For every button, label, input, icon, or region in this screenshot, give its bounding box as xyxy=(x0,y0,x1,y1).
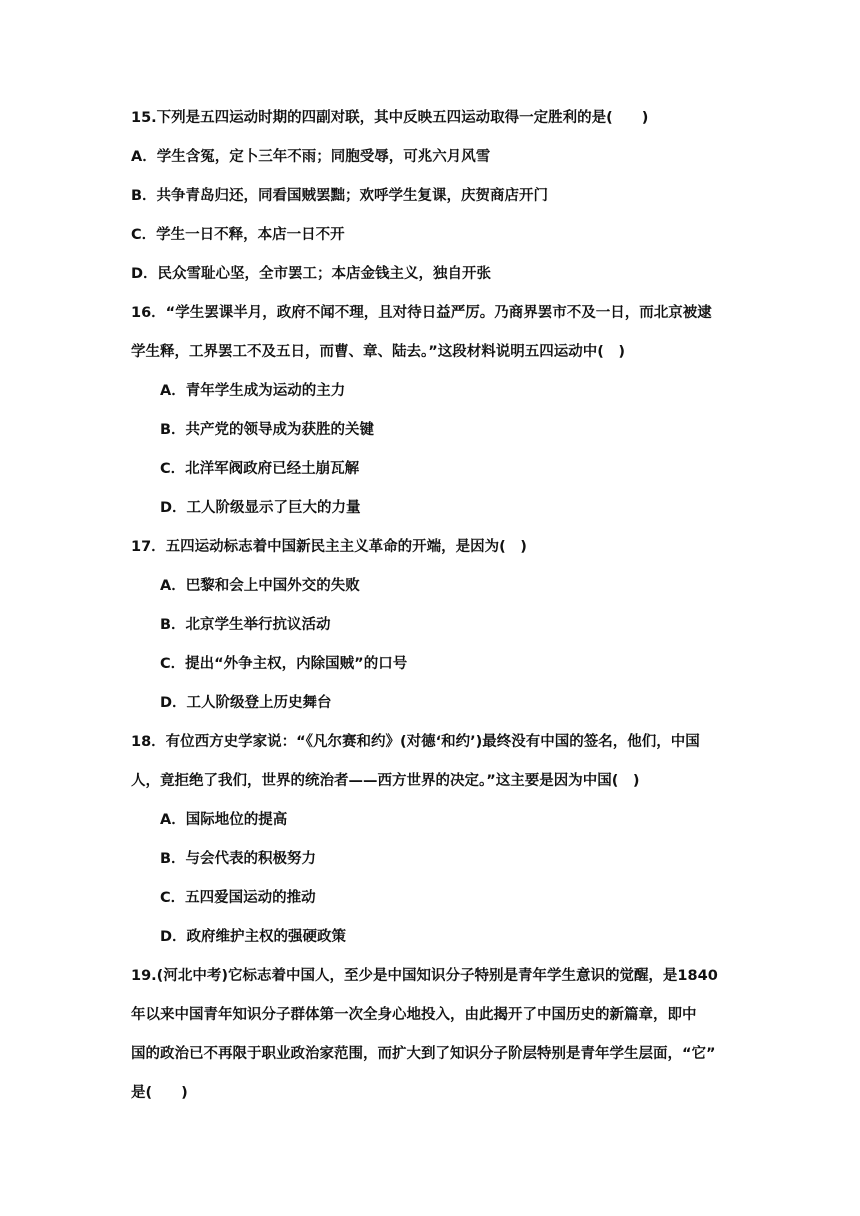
question-16-option-a: A．青年学生成为运动的主力 xyxy=(160,383,346,399)
question-19-stem-line1: 19.(河北中考)它标志着中国人，至少是中国知识分子特别是青年学生意识的觉醒，是1840 xyxy=(131,968,718,984)
question-15-option-c: C．学生一日不释，本店一日不开 xyxy=(131,227,345,243)
question-16-stem-line2: 学生释，工界罢工不及五日，而曹、章、陆去。”这段材料说明五四运动中( ) xyxy=(131,344,626,360)
question-15-option-a: A．学生含冤，定卜三年不雨；同胞受辱，可兆六月风雪 xyxy=(131,149,491,165)
question-17-option-c: C．提出“外争主权，内除国贼”的口号 xyxy=(160,656,408,672)
question-16-option-d: D．工人阶级显示了巨大的力量 xyxy=(160,500,361,516)
question-18-option-a: A．国际地位的提高 xyxy=(160,812,288,828)
question-18-option-c: C．五四爱国运动的推动 xyxy=(160,890,316,906)
question-17-option-b: B．北京学生举行抗议活动 xyxy=(160,617,331,633)
question-17-stem: 17．五四运动标志着中国新民主主义革命的开端，是因为( ) xyxy=(131,539,527,555)
question-15-option-d: D．民众雪耻心坚，全市罢工；本店金钱主义，独自开张 xyxy=(131,266,492,282)
question-19-stem-line2: 年以来中国青年知识分子群体第一次全身心地投入，由此揭开了中国历史的新篇章，即中 xyxy=(131,1007,697,1023)
question-18-option-d: D．政府维护主权的强硬政策 xyxy=(160,929,347,945)
question-18-stem-line2: 人，竟拒绝了我们，世界的统治者——西方世界的决定。”这主要是因为中国( ) xyxy=(131,773,640,789)
question-18-stem-line1: 18．有位西方史学家说：“《凡尔赛和约》(对德‘和约’)最终没有中国的签名，他们，中国 xyxy=(131,734,700,750)
question-17-option-a: A．巴黎和会上中国外交的失败 xyxy=(160,578,360,594)
question-16-option-b: B．共产党的领导成为获胜的关键 xyxy=(160,422,375,438)
question-17-option-d: D．工人阶级登上历史舞台 xyxy=(160,695,332,711)
question-16-option-c: C．北洋军阀政府已经土崩瓦解 xyxy=(160,461,360,477)
question-15-option-b: B．共争青岛归还，同看国贼罢黜；欢呼学生复课，庆贺商店开门 xyxy=(131,188,549,204)
question-15-stem: 15.下列是五四运动时期的四副对联，其中反映五四运动取得一定胜利的是( ) xyxy=(131,110,649,126)
question-19-stem-line4: 是( ) xyxy=(131,1085,188,1101)
question-16-stem-line1: 16．“学生罢课半月，政府不闻不理，且对待日益严厉。乃商界罢市不及一日，而北京被逮 xyxy=(131,305,712,321)
question-19-stem-line3: 国的政治已不再限于职业政治家范围，而扩大到了知识分子阶层特别是青年学生层面，“它” xyxy=(131,1046,716,1062)
question-18-option-b: B．与会代表的积极努力 xyxy=(160,851,317,867)
